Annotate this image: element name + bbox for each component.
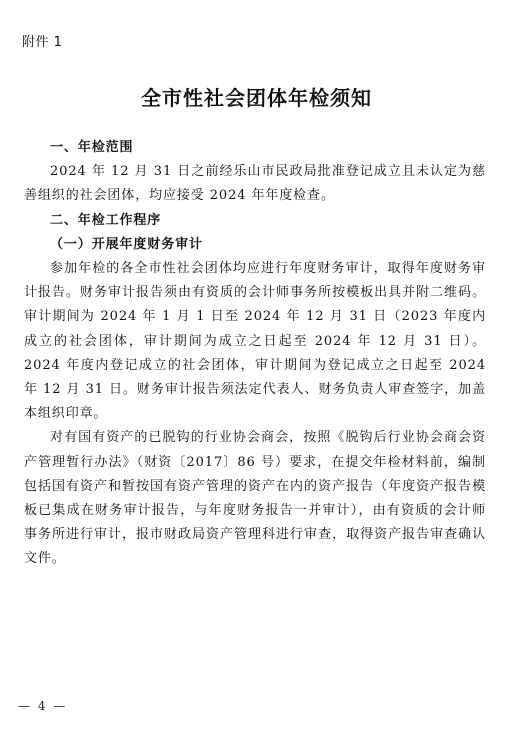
page-number: — 4 — [18,699,68,713]
section-heading-procedure: 二、年检工作程序 [50,212,162,228]
document-body [24,136,486,572]
subsection-heading-audit: （一）开展年度财务审计 [50,236,203,252]
paragraph-scope: 2024 年 12 月 31 日之前经乐山市民政局批准登记成立且未认定为慈善组织的社会团体，均应接受 2024 年年度检查。 [24,164,486,204]
attachment-label: 附件 1 [22,35,63,50]
paragraph-assets: 对有国有资产的已脱钩的行业协会商会，按照《脱钩后行业协会商会资产管理暂行办法》（财资〔2017〕86 号）要求，在提交年检材料前，编制包括国有资产和暂按国有资产管理的资产在内的资产报告（年度资产报告模板已集成在财务审计报告，与年度财务报告一并审计），由有资质的会计师事务所进行审计，报市财政局资产管理科进行审查，取得资产报告审查确认文件。 [24,430,486,567]
section-heading-scope: 一、年检范围 [50,140,134,155]
paragraph-audit: 参加年检的各全市性社会团体均应进行年度财务审计，取得年度财务审计报告。财务审计报告须由有资质的会计师事务所按模板出具并附二维码。审计期间为 2024 年 1 月 1 日至 2024 年 12 月 31 日（2023 年度内成立的社会团体，审计期间为成立之日起至 2024 年 12 月 31 日）。2024 年度内登记成立的社会团体，审计期间为登记成立之日起至 2024 年 12 月 31 日。财务审计报告须法定代表人、财务负责人审查签字，加盖本组织印章。 [24,261,486,422]
document-title: 全市性社会团体年检须知 [141,86,372,110]
